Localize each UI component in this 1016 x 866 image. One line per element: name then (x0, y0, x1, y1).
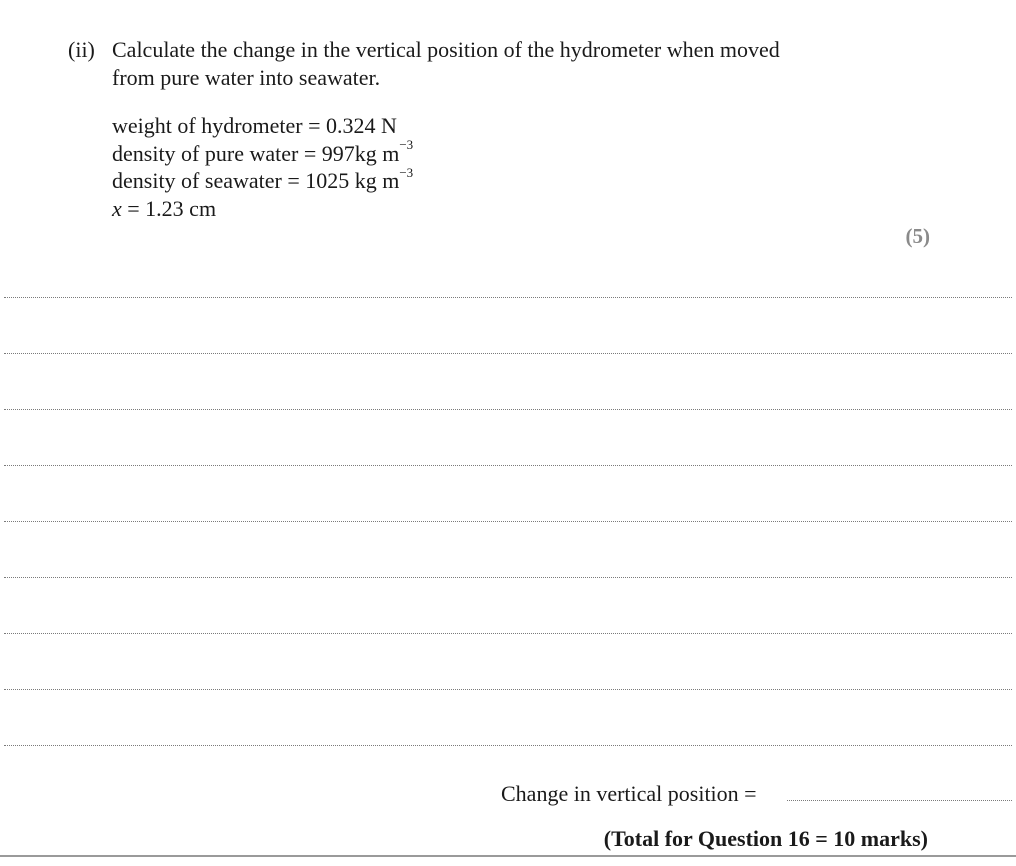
answer-line[interactable] (4, 297, 1012, 298)
density-pure-water-exponent: −3 (399, 137, 414, 153)
question-total: (Total for Question 16 = 10 marks) (603, 826, 928, 851)
weight-line: weight of hydrometer = 0.324 N (112, 113, 397, 138)
question-text-line-2: from pure water into seawater. (112, 65, 381, 90)
answer-line[interactable] (4, 353, 1012, 354)
bottom-rule (0, 855, 1016, 857)
answer-line[interactable] (4, 409, 1012, 410)
given-data-block (112, 112, 413, 222)
answer-line[interactable] (4, 521, 1012, 522)
density-pure-water-line (112, 137, 414, 168)
answer-line[interactable] (4, 745, 1012, 746)
answer-prompt: Change in vertical position = (501, 781, 757, 806)
marks-label: (5) (905, 224, 930, 248)
answer-line[interactable] (4, 465, 1012, 466)
x-variable: x (112, 195, 122, 221)
x-value: = 1.23 cm (121, 195, 217, 221)
density-seawater-exponent: −3 (399, 164, 414, 180)
question-part-label: (ii) (68, 37, 95, 62)
density-seawater-line (112, 164, 414, 195)
x-line (112, 195, 413, 223)
answer-line[interactable] (4, 633, 1012, 634)
answer-line[interactable] (4, 577, 1012, 578)
density-seawater-text: density of seawater = 1025 kg m (112, 168, 400, 193)
question-text-line-1: Calculate the change in the vertical position of the hydrometer when moved (112, 37, 780, 62)
answer-line[interactable] (4, 689, 1012, 690)
density-pure-water-text: density of pure water = 997kg m (112, 140, 400, 166)
question-text (112, 36, 780, 92)
final-answer-line[interactable] (787, 800, 1012, 801)
